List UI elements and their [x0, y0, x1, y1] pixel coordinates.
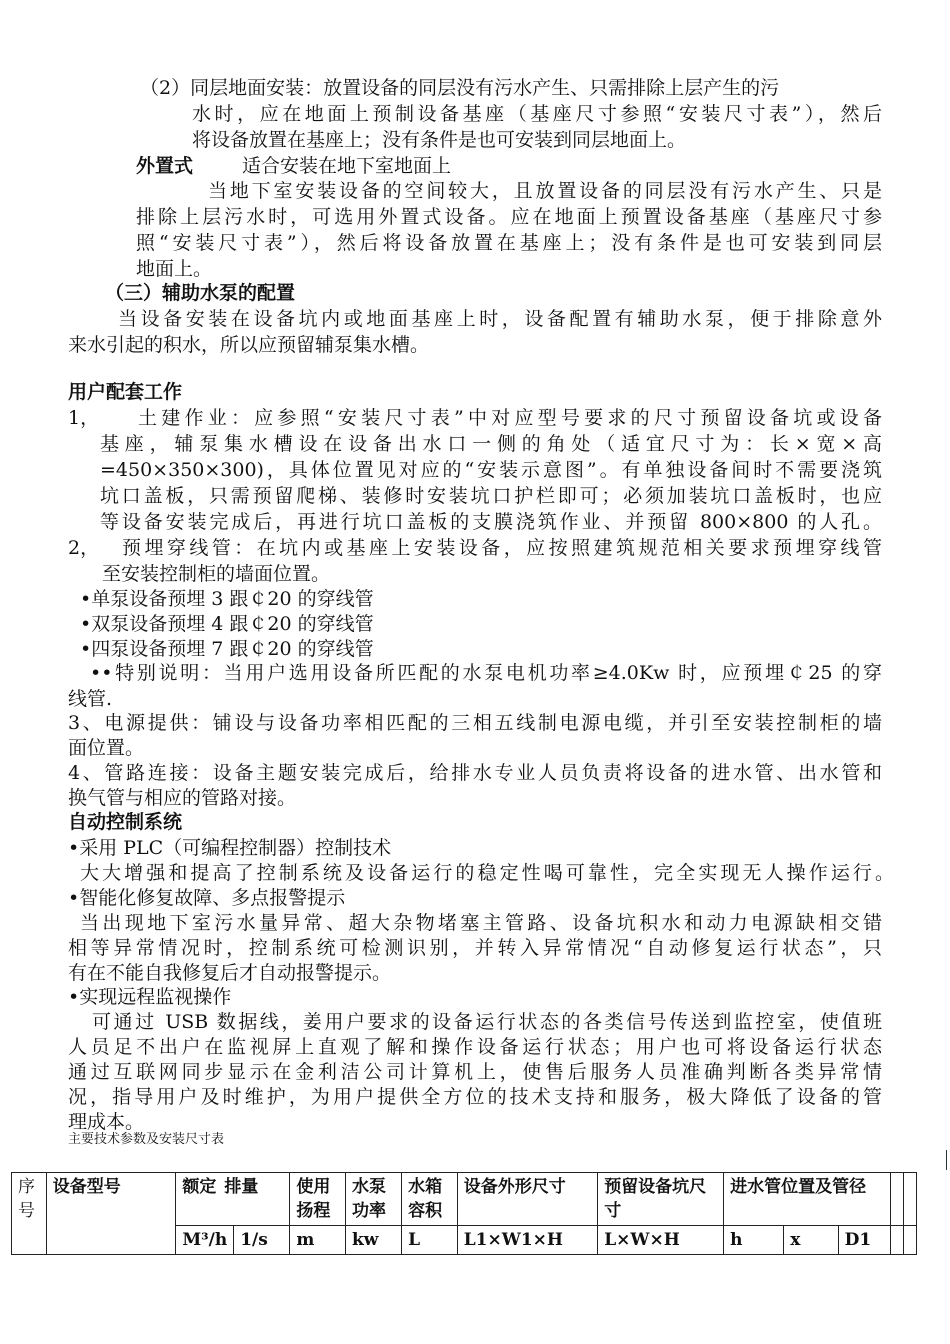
unit-x: x: [784, 1226, 838, 1255]
auto-bullet-3-line-5: 理成本。: [68, 1111, 145, 1133]
header-head: 使用扬程: [290, 1173, 346, 1226]
auto-bullet-1-desc: 大大增强和提高了控制系统及设备运行的稳定性喝可靠性，完全实现无人操作运行。: [80, 862, 894, 884]
header-power: 水泵功率: [346, 1173, 402, 1226]
unit-dims: L1×W1×H: [457, 1226, 597, 1255]
external-type-desc: 适合安装在地下室地面上: [242, 155, 452, 177]
auto-bullet-2: •智能化修复故障、多点报警提示: [68, 887, 346, 909]
user-item-3-line-1: 3、电源提供：铺设与设备功率相匹配的三相五线制电源电缆，并引至安装控制柜的墙: [68, 712, 882, 734]
unit-extra-2: [903, 1226, 916, 1255]
auto-bullet-3: •实现远程监视操作: [68, 986, 232, 1008]
aux-pump-line-2: 来水引起的积水，所以应预留辅泵集水槽。: [68, 334, 430, 356]
user-item-4-line-1: 4、管路连接：设备主题安装完成后，给排水专业人员负责将设备的进水管、出水管和: [68, 762, 882, 784]
user-item-2-line-2: 至安装控制柜的墙面位置。: [102, 563, 331, 585]
conduit-bullet-1: •单泵设备预埋 3 跟￠20 的穿线管: [80, 588, 374, 610]
external-line-1: 当地下室安装设备的空间较大，且放置设备的同层没有污水产生、只是: [208, 180, 882, 202]
header-pit-size: 预留设备坑尺寸: [598, 1173, 724, 1226]
unit-m: m: [290, 1226, 346, 1255]
header-tank: 水箱容积: [402, 1173, 458, 1226]
header-flow: [176, 1173, 290, 1226]
external-line-4: 地面上。: [136, 258, 213, 280]
user-item-1-line-5: 等设备安装完成后，再进行坑口盖板的支膜浇筑作业、并预留 800×800 的人孔。: [100, 511, 882, 533]
auto-bullet-3-line-1: 可通过 USB 数据线，姜用户要求的设备运行状态的各类信号传送到监控室，使值班: [92, 1011, 882, 1033]
unit-pit: L×W×H: [598, 1226, 724, 1255]
user-item-4-line-2: 换气管与相应的管路对接。: [68, 787, 297, 809]
install-line-2: 水时，应在地面上预制设备基座（基座尺寸参照“安装尺寸表”），然后: [192, 103, 882, 125]
user-item-1-line-2: 基座，辅泵集水槽设在设备出水口一侧的角处（适宜尺寸为：长×宽×高: [100, 433, 882, 455]
auto-bullet-2-line-3: 有在不能自我修复后才自动报警提示。: [68, 962, 392, 984]
unit-ls: 1/s: [234, 1226, 290, 1255]
unit-extra-1: [890, 1226, 903, 1255]
external-line-3: 照“安装尺寸表”），然后将设备放置在基座上；没有条件是也可安装到同层: [136, 232, 882, 254]
user-item-1-line-3: =450×350×300)，具体位置见对应的“安装示意图”。有单独设备间时不需要浇筑: [100, 459, 882, 481]
external-line-2: 排除上层污水时，可选用外置式设备。应在地面上预置设备基座（基座尺寸参: [136, 206, 882, 228]
table-caption: 主要技术参数及安装尺寸表: [68, 1132, 225, 1147]
header-extra-1: [890, 1173, 903, 1226]
spec-table: [11, 1172, 917, 1255]
auto-bullet-3-line-3: 通过互联网同步显示在金利洁公司计算机上，使售后服务人员准确判断各类异常情: [68, 1061, 882, 1083]
aux-pump-line-1: 当设备安装在设备坑内或地面基座上时，设备配置有辅助水泵，便于排除意外: [118, 308, 882, 330]
auto-bullet-1: •采用 PLC（可编程控制器）控制技术: [68, 837, 392, 859]
auto-bullet-3-line-4: 况，指导用户及时维护，为用户提供全方位的技术支持和服务，极大降低了设备的管: [68, 1086, 882, 1108]
user-item-2-line-1: 预埋穿线管：在坑内或基座上安装设备，应按照建筑规范相关要求预埋穿线管: [122, 537, 882, 559]
special-note-line-2: 线管.: [68, 688, 113, 710]
auto-bullet-2-line-1: 当出现地下室污水量异常、超大杂物堵塞主管路、设备坑积水和动力电源缺相交错: [80, 912, 882, 934]
header-flow-rated: 额定: [182, 1177, 217, 1197]
unit-m3h: M³/h: [176, 1226, 234, 1255]
auto-bullet-2-line-2: 相等异常情况时，控制系统可检测识别，并转入异常情况“自动修复运行状态”，只: [68, 937, 882, 959]
user-item-1-line-1: 土建作业：应参照“安装尺寸表”中对应型号要求的尺寸预留设备坑或设备: [138, 407, 882, 429]
unit-kw: kw: [346, 1226, 402, 1255]
header-inlet: 进水管位置及管径: [724, 1173, 891, 1226]
install-line-3: 将设备放置在基座上；没有条件是也可安装到同层地面上。: [192, 129, 687, 151]
install-line-1: （2）同层地面安装：放置设备的同层没有污水产生、只需排除上层产生的污: [140, 77, 780, 99]
conduit-bullet-3: •四泵设备预埋 7 跟￠20 的穿线管: [80, 638, 374, 660]
auto-bullet-3-line-2: 人员足不出户在监视屏上直观了解和操作设备运行状态；用户也可将设备运行状态: [68, 1036, 882, 1058]
user-item-1-number: 1，: [68, 407, 100, 429]
user-item-2-number: 2，: [68, 537, 100, 559]
page-edge-mark: [946, 1150, 947, 1170]
table-header-row: [12, 1173, 917, 1226]
unit-h: h: [724, 1226, 784, 1255]
user-item-1-line-4: 坑口盖板，只需预留爬梯、装修时安装坑口护栏即可；必须加装坑口盖板时，也应: [100, 485, 882, 507]
unit-l: L: [402, 1226, 458, 1255]
special-note-line-1: ••特别说明：当用户选用设备所匹配的水泵电机功率≥4.0Kw 时，应预埋￠25 的穿: [90, 662, 882, 684]
auto-control-heading: 自动控制系统: [68, 811, 183, 833]
header-extra-2: [903, 1173, 916, 1226]
user-work-heading: 用户配套工作: [68, 381, 183, 403]
aux-pump-heading: （三）辅助水泵的配置: [105, 282, 296, 304]
unit-d1: D1: [838, 1226, 890, 1255]
header-dimensions: 设备外形尺寸: [457, 1173, 597, 1226]
header-flow-displacement: 排量: [224, 1177, 259, 1197]
user-item-3-line-2: 面位置。: [68, 737, 145, 759]
header-index: 序号: [12, 1173, 47, 1255]
external-type-label: 外置式: [136, 155, 194, 177]
header-model: 设备型号: [46, 1173, 176, 1255]
conduit-bullet-2: •双泵设备预埋 4 跟￠20 的穿线管: [80, 613, 374, 635]
